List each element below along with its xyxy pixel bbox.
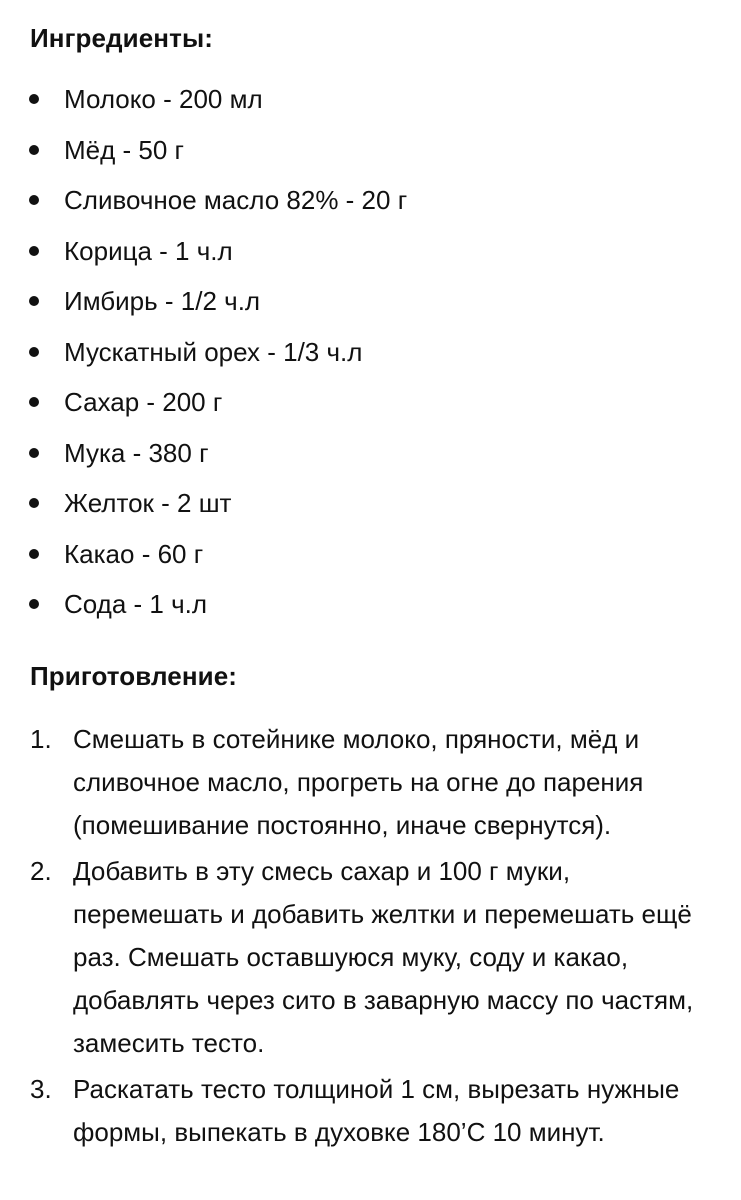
ingredient-item — [0, 483, 741, 534]
bullet-icon — [29, 195, 39, 205]
bullet-icon — [29, 347, 39, 357]
step-text: Добавить в эту смесь сахар и 100 г муки, перемешать и добавить желтки и перемешать ещё раз. Смешать оставшуюся муку, соду и какао, добавлять через сито в заварную массу по частям, замесить тесто. — [73, 856, 694, 1058]
ingredient-item — [0, 130, 741, 181]
bullet-icon — [29, 599, 39, 609]
ingredients-list — [0, 79, 741, 635]
bullet-icon — [29, 448, 39, 458]
preparation-heading: Приготовление: — [30, 661, 238, 691]
step-text: Раскатать тесто толщиной 1 см, вырезать нужные формы, выпекать в духовке 180’С 10 минут. — [73, 1074, 680, 1147]
ingredient-text: Молоко - 200 мл — [64, 84, 263, 114]
ingredient-text: Сахар - 200 г — [64, 387, 223, 417]
ingredient-item — [0, 79, 741, 130]
ingredients-heading: Ингредиенты: — [30, 23, 214, 53]
bullet-icon — [29, 246, 39, 256]
bullet-icon — [29, 296, 39, 306]
preparation-steps-list — [0, 718, 741, 1157]
bullet-icon — [29, 498, 39, 508]
ingredient-text: Имбирь - 1/2 ч.л — [64, 286, 261, 316]
ingredient-item — [0, 281, 741, 332]
step-text: Смешать в сотейнике молоко, пряности, мёд и сливочное масло, прогреть на огне до парения (помешивание постоянно, иначе свернутся). — [73, 724, 644, 840]
ingredient-text: Корица - 1 ч.л — [64, 235, 233, 266]
ingredient-item — [0, 231, 741, 282]
step-number: 2. — [30, 856, 52, 886]
step-number: 1. — [30, 724, 52, 754]
bullet-icon — [29, 94, 39, 104]
step-number: 3. — [30, 1074, 52, 1104]
bullet-icon — [29, 145, 39, 155]
ingredient-item — [0, 382, 741, 433]
ingredient-item — [0, 332, 741, 383]
ingredient-text: Сливочное масло 82% - 20 г — [64, 185, 408, 215]
ingredient-item — [0, 534, 741, 585]
ingredient-text: Мука - 380 г — [64, 437, 209, 468]
ingredient-text: Желток - 2 шт — [64, 488, 232, 518]
preparation-step — [0, 850, 741, 1065]
ingredient-item — [0, 584, 741, 635]
ingredient-text: Какао - 60 г — [64, 538, 204, 569]
ingredient-item — [0, 433, 741, 484]
bullet-icon — [29, 397, 39, 407]
bullet-icon — [29, 549, 39, 559]
ingredient-item — [0, 180, 741, 231]
ingredient-text: Сода - 1 ч.л — [64, 589, 208, 619]
ingredient-text: Мёд - 50 г — [64, 134, 185, 165]
ingredient-text: Мускатный орех - 1/3 ч.л — [64, 336, 363, 367]
preparation-step — [0, 718, 741, 847]
preparation-step — [0, 1068, 741, 1154]
